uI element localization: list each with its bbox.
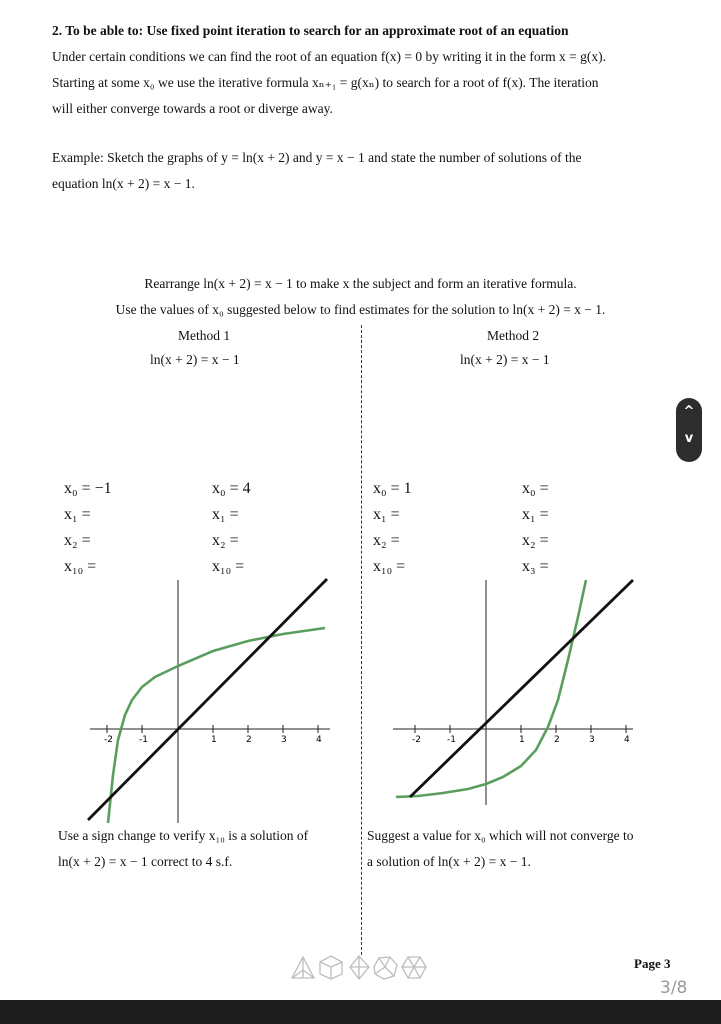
intro-line: will either converge towards a root or diverge away.	[52, 101, 333, 116]
curve-exp	[396, 580, 586, 797]
iteration-label: x₀ = 1	[373, 480, 412, 497]
example-line: Example: Sketch the graphs of y = ln(x + 2) and y = x − 1 and state the number of solutions of the	[52, 150, 582, 165]
iteration-column-m2b	[522, 480, 549, 584]
shapes-logo	[290, 954, 436, 980]
chevron-down-icon[interactable]: v	[684, 431, 694, 446]
iteration-label: x₂ =	[64, 532, 91, 549]
page-nav-pill[interactable]	[676, 398, 702, 462]
caption-right	[367, 823, 634, 875]
tick-label: 4	[316, 735, 322, 745]
tick-label: 2	[246, 735, 252, 745]
iteration-label: x₂ =	[212, 532, 239, 549]
iteration-label: x₁ =	[373, 506, 400, 523]
line-y-equals-x	[88, 579, 327, 820]
caption-line: Suggest a value for x₀ which will not converge to	[367, 828, 634, 843]
tick-label: 3	[589, 735, 595, 745]
tick-label: 1	[211, 735, 217, 745]
graph-method1	[80, 575, 340, 825]
intro-paragraph	[52, 44, 682, 122]
caption-line: a solution of ln(x + 2) = x − 1.	[367, 854, 531, 869]
iteration-label: x₀ = −1	[64, 480, 112, 497]
iteration-label: x₁ =	[64, 506, 91, 523]
example-line: equation ln(x + 2) = x − 1.	[52, 176, 195, 191]
intro-line: Starting at some x₀ we use the iterative formula xₙ₊₁ = g(xₙ) to search for a root of f(x). The iteration	[52, 75, 599, 90]
iteration-label: x₂ =	[522, 532, 549, 549]
intro-line: Under certain conditions we can find the root of an equation f(x) = 0 by writing it in the form x = g(x).	[52, 49, 606, 64]
tick-label: 3	[281, 735, 287, 745]
tick-label: 2	[554, 735, 560, 745]
iteration-column-m1a	[64, 480, 112, 584]
iteration-label: x₁ =	[212, 506, 239, 523]
iteration-column-m1b	[212, 480, 251, 584]
caption-line: ln(x + 2) = x − 1 correct to 4 s.f.	[58, 854, 233, 869]
method1-title: Method 1	[178, 328, 231, 343]
iteration-label: x₂ =	[373, 532, 400, 549]
task-line-2: Use the values of x₀ suggested below to find estimates for the solution to ln(x + 2) = x − 1.	[115, 302, 606, 317]
chevron-up-icon[interactable]: ^	[683, 404, 695, 419]
tick-label: -2	[104, 735, 113, 745]
tick-label: 4	[624, 735, 630, 745]
page-label: Page 3	[634, 956, 671, 971]
iteration-label: x₀ =	[522, 480, 549, 497]
page-counter: 3/8	[660, 978, 688, 998]
task-line-1: Rearrange ln(x + 2) = x − 1 to make x the subject and form an iterative formula.	[144, 276, 577, 291]
tick-label: -1	[139, 735, 148, 745]
caption-line: Use a sign change to verify x₁₀ is a solution of	[58, 828, 309, 843]
iteration-label: x₀ = 4	[212, 480, 251, 497]
column-divider	[361, 325, 362, 955]
iteration-label: x₁ =	[522, 506, 549, 523]
tick-label: -2	[412, 735, 421, 745]
tick-label: -1	[447, 735, 456, 745]
curve-ln	[108, 628, 325, 823]
method2-title: Method 2	[487, 328, 540, 343]
example-paragraph	[52, 145, 682, 197]
bottom-bar	[0, 1000, 721, 1024]
method2-equation: ln(x + 2) = x − 1	[460, 352, 550, 367]
iteration-column-m2a	[373, 480, 412, 584]
iteration-label: x₁₀ =	[212, 558, 245, 575]
section-heading: 2. To be able to: Use fixed point iteration to search for an approximate root of an equation	[52, 23, 569, 38]
tick-label: 1	[519, 735, 525, 745]
caption-left	[58, 823, 308, 875]
method1-equation: ln(x + 2) = x − 1	[150, 352, 240, 367]
iteration-label: x₁₀ =	[373, 558, 406, 575]
graph-method2	[388, 575, 648, 825]
iteration-label: x₁₀ =	[64, 558, 97, 575]
iteration-label: x₃ =	[522, 558, 549, 575]
